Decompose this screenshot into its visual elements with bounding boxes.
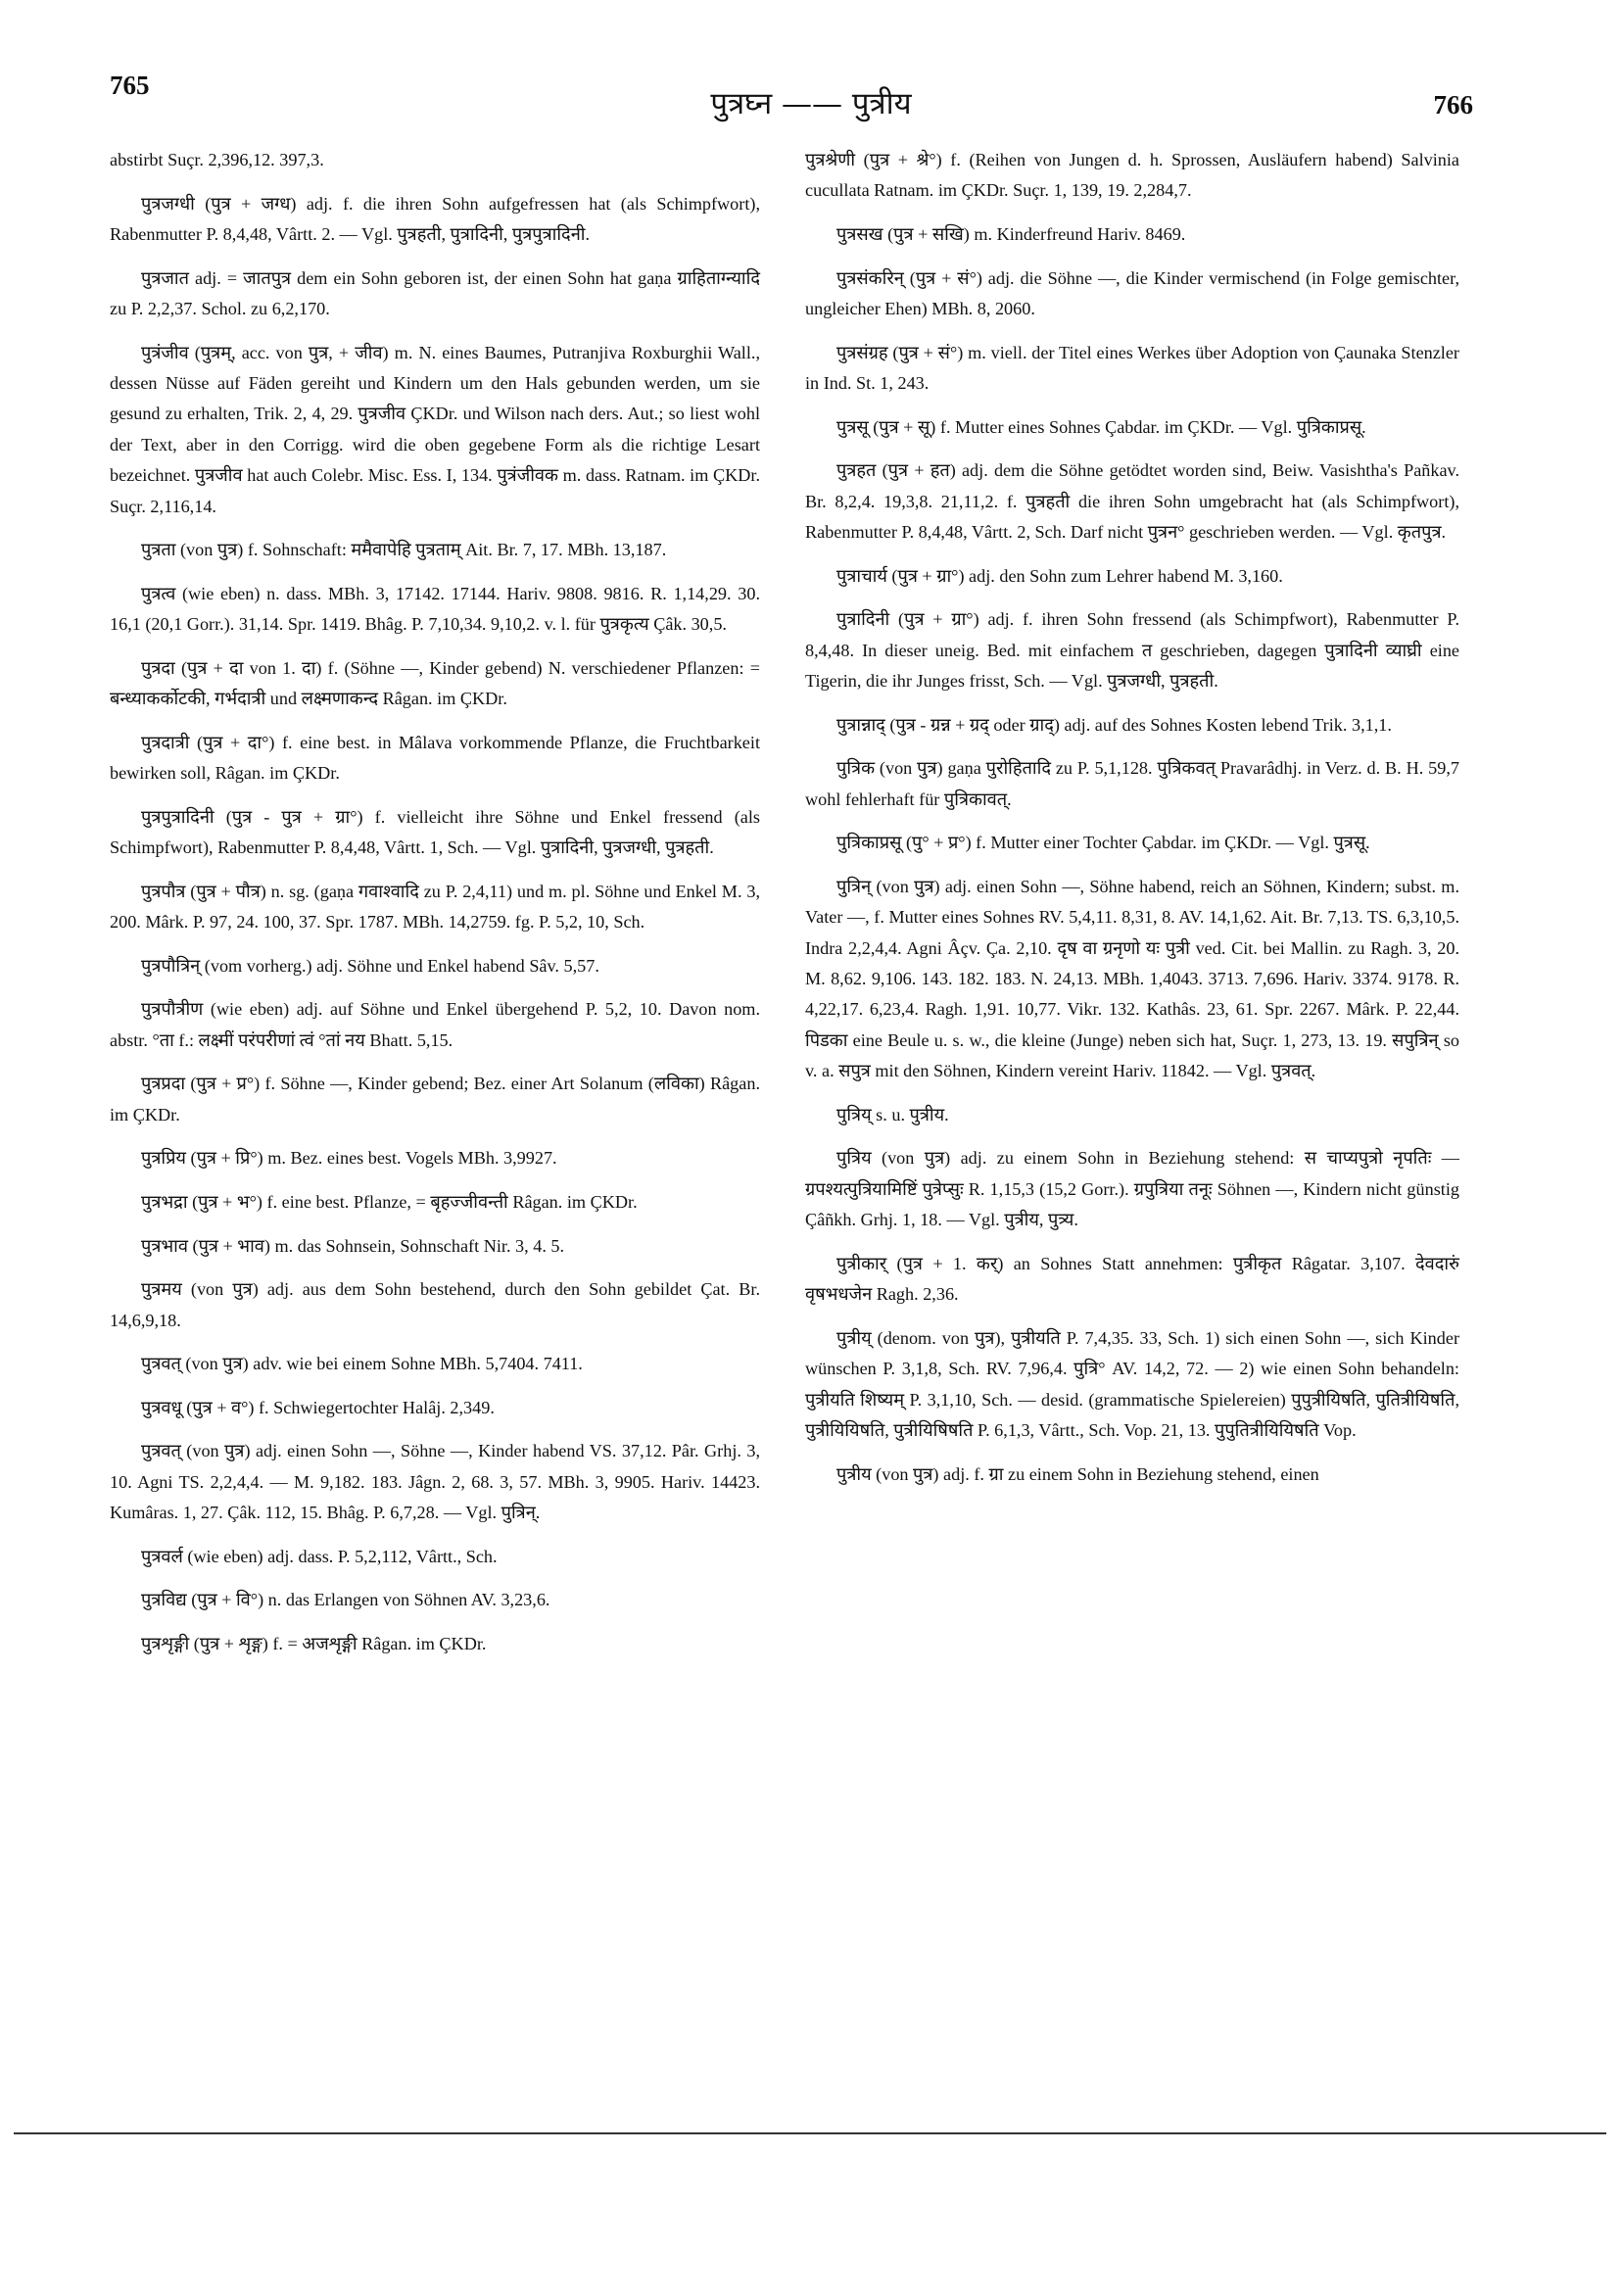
page-number-left: 765 [110, 71, 150, 100]
dictionary-entry: पुत्रश्रेणी (पुत्र + श्रे°) f. (Reihen von Jungen d. h. Sprossen, Ausläufern habend) Salvinia cucullata Ratnam. im ÇKDr. Suçr. 1, 139, 19. 2,284,7. [805, 150, 1459, 201]
dictionary-entry: पुत्रसंकरिन् (पुत्र + सं°) adj. die Söhne —, die Kinder vermischend (in Folge gemischter, ungleicher Ehen) MBh. 8, 2060. [805, 267, 1459, 318]
right-column [805, 145, 1459, 1503]
running-head: पुत्रघ्न —— पुत्रीय [710, 86, 912, 121]
dictionary-entry: पुत्रविद्य (पुत्र + वि°) n. das Erlangen von Söhnen AV. 3,23,6. [141, 1590, 550, 1610]
dictionary-entry: पुत्रमय (von पुत्र) adj. aus dem Sohn bestehend, durch den Sohn gebildet Çat. Br. 14,6,9,18. [110, 1279, 760, 1330]
dictionary-entry: पुत्रीय् (denom. von पुत्र), पुत्रीयति P. 7,4,35. 33, Sch. 1) sich einen Sohn —, sich Kinder wünschen P. 3,1,8, Sch. RV. 7,96,4. पुत्रि° AV. 14,2, 72. — 2) wie einen Sohn behandeln: पुत्रीयति शिष्यम् P. 3,1,10, Sch. — desid. (grammatische Spielereien) पुपुत्रीयिषति, पुतित्रीयिषति, पुत्रीयियिषति, पुत्रीयिषिषति P. 6,1,3, Vârtt., Sch. Vop. 21, 13. पुपुतित्रीयियिषति Vop. [805, 1327, 1459, 1441]
footer-rule [14, 2132, 1606, 2134]
dictionary-entry: पुत्रजग्धी (पुत्र + जग्ध) adj. f. die ihren Sohn aufgefressen hat (als Schimpfwort), Rabenmutter P. 8,4,48, Vârtt. 2. — Vgl. पुत्रहती, पुत्रादिनी, पुत्रपुत्रादिनी. [110, 193, 760, 244]
dictionary-entry: पुत्रवत् (von पुत्र) adv. wie bei einem Sohne MBh. 5,7404. 7411. [141, 1354, 583, 1374]
dictionary-entry: पुत्रभद्रा (पुत्र + भ°) f. eine best. Pflanze, = बृहज्जीवन्ती Râgan. im ÇKDr. [141, 1192, 638, 1212]
dictionary-entry: पुत्रप्रिय (पुत्र + प्रि°) m. Bez. eines best. Vogels MBh. 3,9927. [141, 1148, 557, 1169]
dictionary-entry: पुत्राचार्य (पुत्र + ग्रा°) adj. den Sohn zum Lehrer habend M. 3,160. [836, 565, 1283, 586]
dictionary-entry: पुत्रप्रदा (पुत्र + प्र°) f. Söhne —, Kinder gebend; Bez. einer Art Solanum (लविका) Râgan. im ÇKDr. [110, 1074, 760, 1124]
dictionary-entry: पुत्रजात adj. = जातपुत्र dem ein Sohn geboren ist, der einen Sohn hat gaṇa ग्राहिताग्न्यादि zu P. 2,2,37. Schol. zu 6,2,170. [110, 267, 760, 318]
dictionary-entry: पुत्रता (von पुत्र) f. Sohnschaft: ममैवापेहि पुत्रताम् Ait. Br. 7, 17. MBh. 13,187. [141, 540, 667, 560]
dictionary-entry: abstirbt Suçr. 2,396,12. 397,3. [110, 150, 324, 169]
dictionary-entry: पुत्रभाव (पुत्र + भाव) m. das Sohnsein, Sohnschaft Nir. 3, 4. 5. [141, 1235, 565, 1256]
dictionary-entry: पुत्रादिनी (पुत्र + ग्रा°) adj. f. ihren Sohn fressend (als Schimpfwort), Rabenmutter P. 8,4,48. In dieser uneig. Bed. mit einfachem त geschrieben, dagegen पुत्रादिनी व्याघ्री eine Tigerin, die ihr Junges frisst, Sch. — Vgl. पुत्रजग्धी, पुत्रहती. [805, 609, 1459, 691]
dictionary-entry: पुत्रिकाप्रसू (पु° + प्र°) f. Mutter einer Tochter Çabdar. im ÇKDr. — Vgl. पुत्रसू. [836, 833, 1370, 853]
dictionary-entry: पुत्रवत् (von पुत्र) adj. einen Sohn —, Söhne —, Kinder habend VS. 37,12. Pâr. Grhj. 3, 10. Agni TS. 2,2,4,4. — M. 9,182. 183. Jâgn. 2, 68. 3, 57. MBh. 3, 9905. Hariv. 14423. Kumâras. 1, 27. Çâk. 112, 15. Bhâg. P. 6,7,28. — Vgl. पुत्रिन्. [110, 1441, 760, 1523]
dictionary-entry: पुत्रिक (von पुत्र) gaṇa पुरोहितादि zu P. 5,1,128. पुत्रिकवत् Pravarâdhj. in Verz. d. B. H. 59,7 wohl fehlerhaft für पुत्रिकावत्. [805, 758, 1459, 809]
dictionary-entry: पुत्रशृङ्गी (पुत्र + शृङ्ग) f. = अजशृङ्गी Râgan. im ÇKDr. [141, 1633, 487, 1653]
page-number-right: 766 [1433, 90, 1473, 120]
dictionary-entry: पुत्रिय् s. u. पुत्रीय. [836, 1104, 949, 1124]
dictionary-entry: पुत्रदा (पुत्र + दा von 1. दा) f. (Söhne —, Kinder gebend) N. verschiedener Pflanzen: = बन्ध्याकर्कोटकी, गर्भदात्री und लक्ष्मणाकन्द Râgan. im ÇKDr. [110, 657, 760, 709]
dictionary-entry: पुत्रसू (पुत्र + सू) f. Mutter eines Sohnes Çabdar. im ÇKDr. — Vgl. पुत्रिकाप्रसू. [836, 416, 1366, 437]
dictionary-entry: पुत्रीकार् (पुत्र + 1. कर्) an Sohnes Statt annehmen: पुत्रीकृत Râgatar. 3,107. देवदारुं वृषभधजेन Ragh. 2,36. [805, 1253, 1459, 1305]
dictionary-entry: पुत्रान्नाद् (पुत्र - ग्रन्न + ग्रद् oder ग्राद्) adj. auf des Sohnes Kosten lebend Trik. 3,1,1. [836, 714, 1392, 735]
left-column [110, 145, 760, 1673]
dictionary-entry: पुत्रहत (पुत्र + हत) adj. dem die Söhne getödtet worden sind, Beiw. Vasishtha's Pañkav. Br. 8,2,4. 19,3,8. 21,11,2. f. पुत्रहती die ihren Sohn umgebracht hat (als Schimpfwort), Rabenmutter P. 8,4,48, Vârtt. 2, Sch. Darf nicht पुत्रन° geschrieben werden. — Vgl. कृतपुत्र. [805, 460, 1459, 542]
dictionary-entry: पुत्रिन् (von पुत्र) adj. einen Sohn —, Söhne habend, reich an Söhnen, Kindern; subst. m. Vater —, f. Mutter eines Sohnes RV. 5,4,11. 8,31, 8. AV. 14,1,62. Ait. Br. 7,13. TS. 6,3,10,5. Indra 2,2,4,4. Agni Âçv. Ça. 2,10. दृष वा ग्रनृणो यः पुत्री ved. Cit. bei Mallin. zu Ragh. 3, 20. M. 8,62. 9,106. 143. 182. 183. N. 24,13. MBh. 1,4043. 3713. 7,696. Hariv. 3374. 9178. R. 4,22,17. 6,23,4. Ragh. 1,91. 10,77. Vikr. 132. Kathâs. 23, 61. Spr. 2267. Mârk. P. 22,44. पिडका eine Beule u. s. w., die kleine (Junge) neben sich hat, Suçr. 1, 273, 13. 19. सपुत्रिन् so v. a. सपुत्र mit den Söhnen, Kindern vereint Hariv. 11842. — Vgl. पुत्रवत्. [805, 876, 1459, 1081]
dictionary-entry: पुत्रपौत्रीण (wie eben) adj. auf Söhne und Enkel übergehend P. 5,2, 10. Davon nom. abstr. °ता f.: लक्ष्मीं परंपरीणां त्वं °तां नय Bhatt. 5,15. [110, 999, 760, 1050]
dictionary-entry: पुत्रसंग्रह (पुत्र + सं°) m. viell. der Titel eines Werkes über Adoption von Çaunaka Stenzler in Ind. St. 1, 243. [805, 342, 1459, 393]
dictionary-entry: पुत्रवर्ल (wie eben) adj. dass. P. 5,2,112, Vârtt., Sch. [141, 1546, 498, 1566]
dictionary-entry: पुत्रपुत्रादिनी (पुत्र - पुत्र + ग्रा°) f. vielleicht ihre Söhne und Enkel fressend (als Schimpfwort), Rabenmutter P. 8,4,48, Vârtt. 1, Sch. — Vgl. पुत्रादिनी, पुत्रजग्धी, पुत्रहती. [110, 806, 760, 858]
dictionary-entry: पुत्रंजीव (पुत्रम्, acc. von पुत्र, + जीव) m. N. eines Baumes, Putranjiva Roxburghii Wall., dessen Nüsse auf Fäden gereiht und Kindern um den Hals gebunden werden, um sie gesund zu erhalten, Trik. 2, 4, 29. पुत्रजीव ÇKDr. und Wilson nach ders. Aut.; so liest wohl der Text, aber in den Corrigg. wird die oben gegebene Form als die richtige Lesart bezeichnet. पुत्रजीव hat auch Colebr. Misc. Ess. I, 134. पुत्रंजीवक m. dass. Ratnam. im ÇKDr. Suçr. 2,116,14. [110, 342, 760, 516]
dictionary-entry: पुत्रीय (von पुत्र) adj. f. ग्रा zu einem Sohn in Beziehung stehend, einen [836, 1463, 1319, 1484]
dictionary-entry: पुत्रिय (von पुत्र) adj. zu einem Sohn in Beziehung stehend: स चाप्यपुत्रो नृपतिः — ग्रपश्यत्पुत्रियामिष्टिं पुत्रेप्सुः R. 1,15,3 (15,2 Gorr.). ग्रपुत्रिया तनूः Söhnen —, Kindern nicht günstig Çâñkh. Grhj. 1, 18. — Vgl. पुत्रीय, पुत्र्य. [805, 1148, 1459, 1230]
dictionary-entry: पुत्रत्व (wie eben) n. dass. MBh. 3, 17142. 17144. Hariv. 9808. 9816. R. 1,14,29. 30. 16,1 (20,1 Gorr.). 31,14. Spr. 1419. Bhâg. P. 7,10,34. 9,10,2. v. l. für पुत्रकृत्य Çâk. 30,5. [110, 583, 760, 635]
dictionary-entry: पुत्रदात्री (पुत्र + दा°) f. eine best. in Mâlava vorkommende Pflanze, die Fruchtbarkeit bewirken soll, Râgan. im ÇKDr. [110, 732, 760, 784]
dictionary-entry: पुत्रसख (पुत्र + सखि) m. Kinderfreund Hariv. 8469. [836, 224, 1186, 244]
dictionary-entry: पुत्रपौत्रिन् (vom vorherg.) adj. Söhne und Enkel habend Sâv. 5,57. [141, 955, 599, 976]
dictionary-entry: पुत्रवधू (पुत्र + व°) f. Schwiegertochter Halâj. 2,349. [141, 1397, 495, 1417]
dictionary-entry: पुत्रपौत्र (पुत्र + पौत्र) n. sg. (gaṇa गवाश्वादि zu P. 2,4,11) und m. pl. Söhne und Enkel M. 3, 200. Mârk. P. 97, 24. 100, 37. Spr. 1787. MBh. 14,2759. fg. P. 5,2, 10, Sch. [110, 881, 760, 933]
